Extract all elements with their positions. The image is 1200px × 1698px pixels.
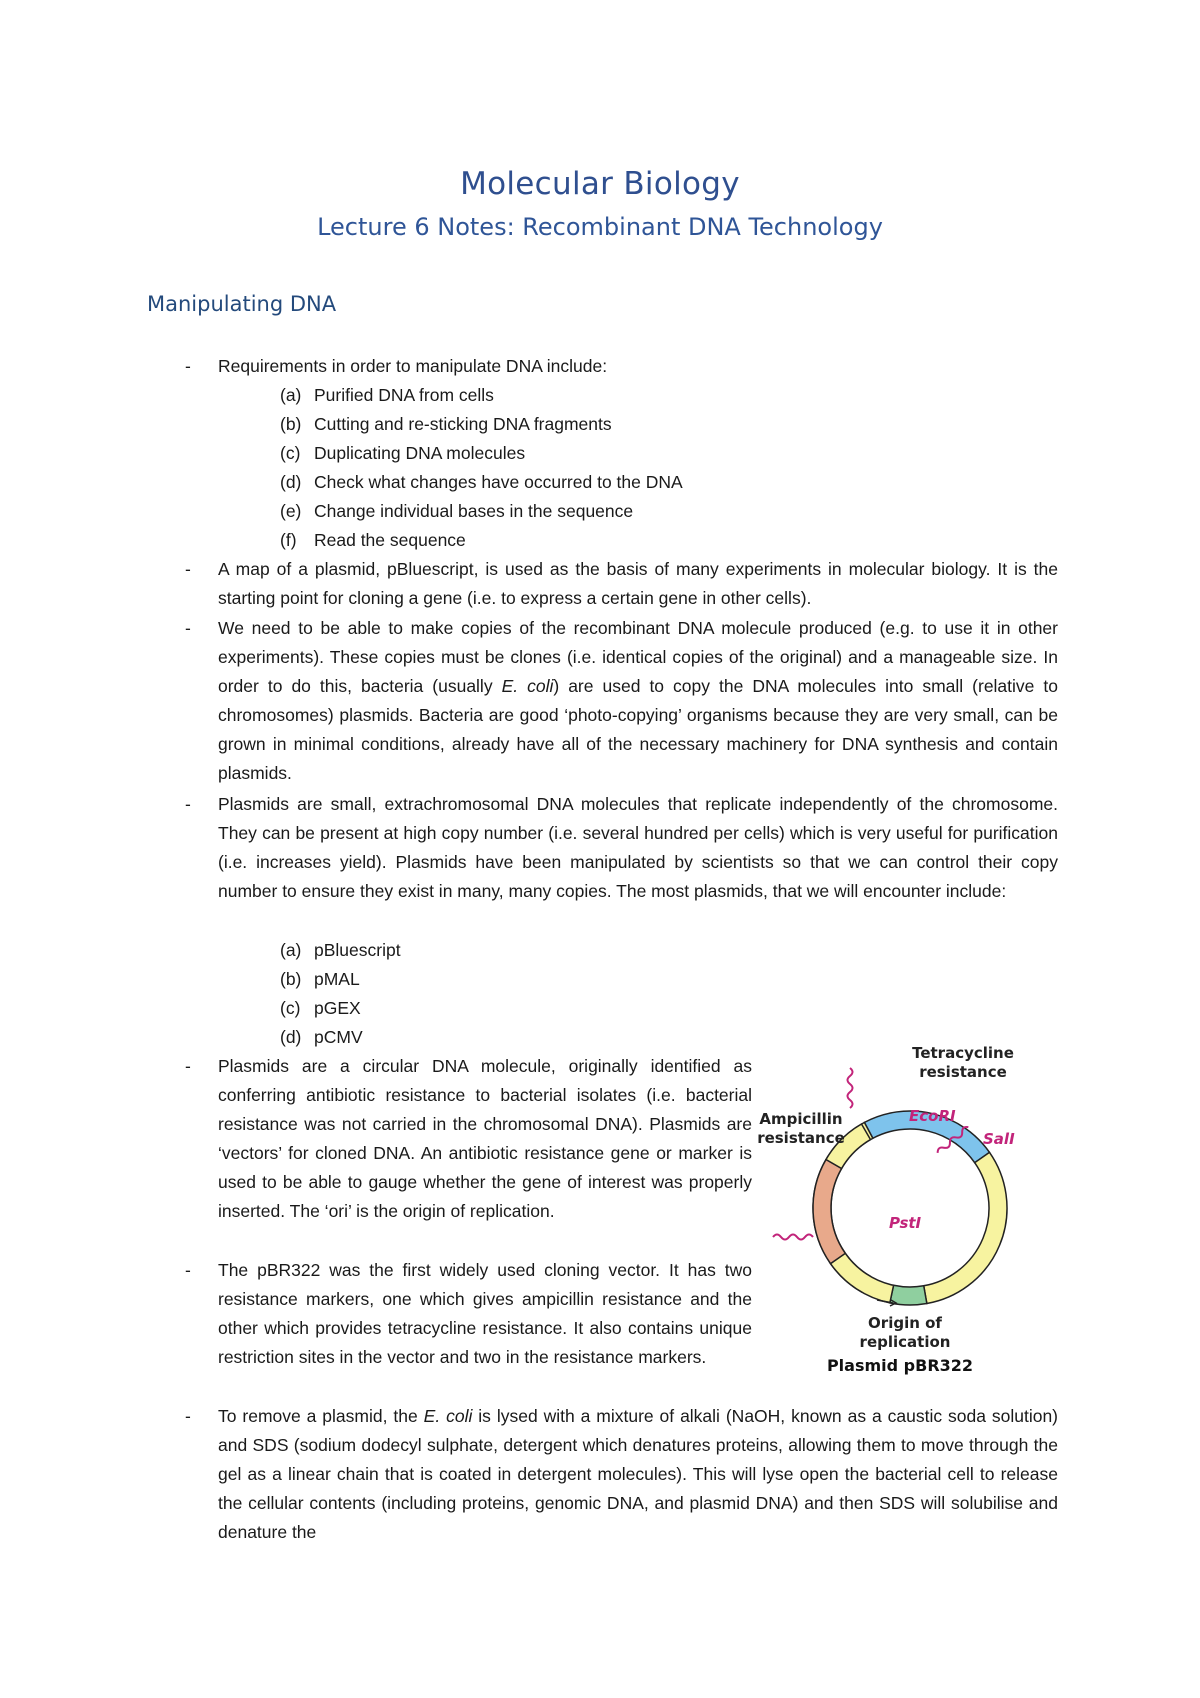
bullet-marker: - [185, 559, 191, 579]
plasmid-item [280, 965, 360, 994]
document-subtitle: Lecture 6 Notes: Recombinant DNA Technology [317, 213, 883, 241]
paragraph-pbluescript: A map of a plasmid, pBluescript, is used as the basis of many experiments in molecular biology. It is the starting point for cloning a gene (i.e. to express a certain gene in other cells). [218, 559, 1058, 608]
ecori-cut-icon [848, 1068, 853, 1108]
bullet-marker: - [185, 356, 191, 376]
item-label: (d) [280, 1027, 302, 1047]
text-run: We need to be able to make copies of the recombinant DNA molecule produced (e.g. to use it in other experiments). These copies must be clones (i.e. identical copies of the original) and a manageable size. In order to do this, bacteria (usually [218, 618, 1058, 696]
paragraph-pbr322: The pBR322 was the first widely used cloning vector. It has two resistance markers, one which gives ampicillin resistance and the other which provides tetracycline resistance. It also contains unique restriction sites in the vector and two in the resistance markers. [218, 1260, 752, 1367]
requirement-item [280, 526, 466, 555]
item-label: (a) [280, 385, 302, 405]
requirement-item [280, 410, 612, 439]
bullet-marker: - [185, 618, 191, 638]
requirement-item [280, 381, 494, 410]
item-label: (c) [280, 998, 301, 1018]
bullet-marker: - [185, 1260, 191, 1280]
text-run: To remove a plasmid, the [218, 1406, 424, 1426]
item-text: Cutting and re-sticking DNA fragments [314, 414, 612, 434]
item-text: Change individual bases in the sequence [314, 501, 634, 521]
item-label: (c) [280, 443, 301, 463]
item-text: pMAL [314, 969, 360, 989]
plasmid-item [280, 994, 361, 1023]
plasmid-item [280, 1023, 363, 1052]
item-text: Read the sequence [314, 530, 466, 550]
item-text: Purified DNA from cells [314, 385, 494, 405]
ecori-site-label: EcoRI [909, 1107, 956, 1125]
plasmid-diagram [757, 1044, 1085, 1390]
item-label: (b) [280, 969, 302, 989]
species-name: E. coli [501, 676, 554, 696]
requirement-item [280, 468, 683, 497]
requirement-item [280, 497, 633, 526]
bullet-marker: - [185, 1406, 191, 1426]
item-text: pGEX [314, 998, 361, 1018]
psti-site-label: PstI [889, 1214, 922, 1232]
item-label: (a) [280, 940, 302, 960]
item-text: Duplicating DNA molecules [314, 443, 526, 463]
text-run: is lysed with a mixture of alkali (NaOH, known as a caustic soda solution) and SDS (sodium dodecyl sulphate, detergent which denatures proteins, allowing them to move through the gel as a linear chain that is coated in detergent molecules). This will lyse open the bacterial cell to release the cellular contents (including proteins, genomic DNA, and plasmid DNA) and then SDS will solubilise and denature the [218, 1406, 1059, 1542]
paragraph-copies [218, 614, 1058, 788]
ampicillin-segment [813, 1160, 845, 1264]
item-text: pCMV [314, 1027, 363, 1047]
paragraph-plasmids-small: Plasmids are small, extrachromosomal DNA molecules that replicate independently of the chromosome. They can be present at high copy number (i.e. several hundred per cells) which is very useful for purification (i.e. increases yield). Plasmids have been manipulated by scientists so that we can control their copy number to ensure they exist in many, many copies. The most plasmids, that we will encounter include: [218, 794, 1058, 901]
bullet-marker: - [185, 1056, 191, 1076]
paragraph-remove [218, 1402, 1058, 1547]
requirement-item [280, 439, 525, 468]
item-text: Check what changes have occurred to the DNA [314, 472, 683, 492]
section-heading: Manipulating DNA [147, 292, 337, 316]
bullet-marker: - [185, 794, 191, 814]
document-title: Molecular Biology [460, 166, 740, 202]
item-label: (e) [280, 501, 302, 521]
item-label: (f) [280, 530, 297, 550]
backbone-segment [924, 1152, 1007, 1303]
item-text: pBluescript [314, 940, 401, 960]
text-run: ) are used to copy the DNA molecules into small (relative to chromosomes) plasmids. Bacteria are good ‘photo-copying’ organisms because they are very small, can be grown in minimal conditions, already have all of the necessary machinery for DNA synthesis and contain plasmids. [218, 676, 1058, 783]
origin-label: Origin of replication [859, 1314, 951, 1351]
plasmid-item [280, 936, 401, 965]
item-label: (b) [280, 414, 302, 434]
requirements-intro: Requirements in order to manipulate DNA include: [218, 356, 608, 376]
backbone-segment [831, 1253, 894, 1303]
paragraph-circular: Plasmids are a circular DNA molecule, originally identified as conferring antibiotic resistance to bacterial isolates (i.e. bacterial resistance was not carried in the chromosomal DNA). Plasmids are ‘vectors’ for cloned DNA. An antibiotic resistance gene or marker is used to be able to gauge whether the gene of interest was properly inserted. The ‘ori’ is the origin of replication. [218, 1056, 752, 1221]
psti-cut-icon [773, 1235, 813, 1240]
figure-caption: Plasmid pBR322 [826, 1356, 974, 1375]
item-label: (d) [280, 472, 302, 492]
sali-site-label: SalI [983, 1130, 1015, 1148]
ampicillin-label: Ampicillin resistance [757, 1110, 845, 1147]
species-name: E. coli [423, 1406, 473, 1426]
tetracycline-label: Tetracycline resistance [912, 1044, 1014, 1081]
